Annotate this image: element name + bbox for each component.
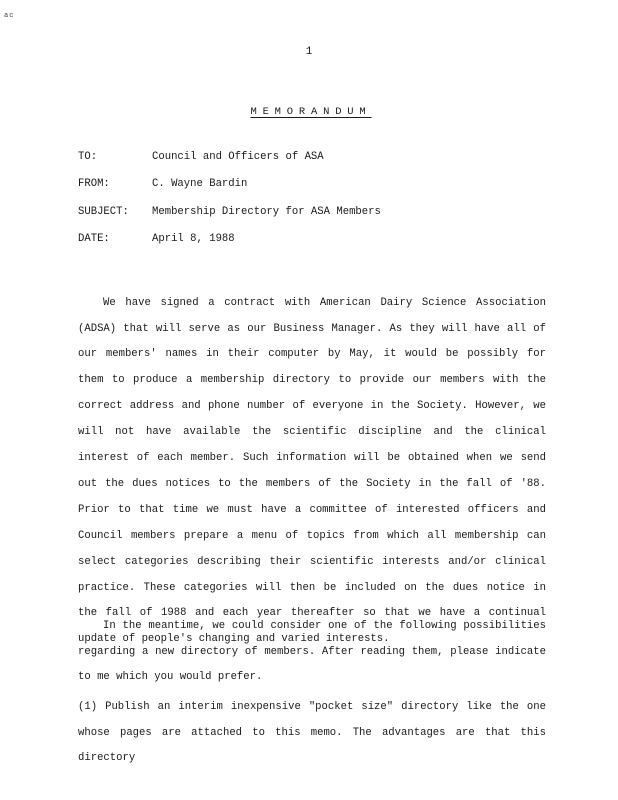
header-row-from bbox=[78, 178, 381, 205]
header-value-subject: Membership Directory for ASA Members bbox=[152, 205, 381, 218]
memo-header bbox=[78, 151, 381, 261]
header-row-subject bbox=[78, 206, 381, 233]
paragraph-meantime: In the meantime, we could consider one of the following possibilities regarding a new directory of members. After reading them, please indicate to me which you would prefer. bbox=[78, 619, 546, 684]
header-label-from: FROM: bbox=[78, 178, 110, 191]
header-row-to bbox=[78, 151, 381, 178]
page-number: 1 bbox=[305, 46, 313, 58]
header-value-from: C. Wayne Bardin bbox=[152, 178, 248, 191]
header-label-subject: SUBJECT: bbox=[78, 205, 129, 218]
document-title: MEMORANDUM bbox=[250, 106, 372, 118]
header-value-date: April 8, 1988 bbox=[152, 233, 235, 246]
corner-mark: ac bbox=[4, 12, 15, 20]
paragraph-intro: We have signed a contract with American Dairy Science Association (ADSA) that will serve as our Business Manager. As they will have all of our members' names in their computer by May, it would be possibly for them to produce a membership directory to provide our members with the correct address and phone number of everyone in the Society. However, we will not have available the scientific discipline and the clinical interest of each member. Such information will be obtained when we send out the dues notices to the members of the Society in the fall of '88. Prior to that time we must have a committee of interested officers and Council members prepare a menu of topics from which all membership can select categories describing their scientific interests and/or clinical practice. These categories will then be included on the dues notice in the fall of 1988 and each year thereafter so that we have a continual update of people's changing and varied interests. bbox=[78, 296, 546, 646]
header-value-to: Council and Officers of ASA bbox=[152, 151, 324, 163]
header-label-to: TO: bbox=[78, 151, 98, 163]
paragraph-option-1: (1) Publish an interim inexpensive "pocket size" directory like the one whose pages are attached to this memo. The advantages are that this directory bbox=[78, 700, 546, 765]
header-row-date bbox=[78, 233, 381, 260]
header-label-date: DATE: bbox=[78, 233, 110, 246]
